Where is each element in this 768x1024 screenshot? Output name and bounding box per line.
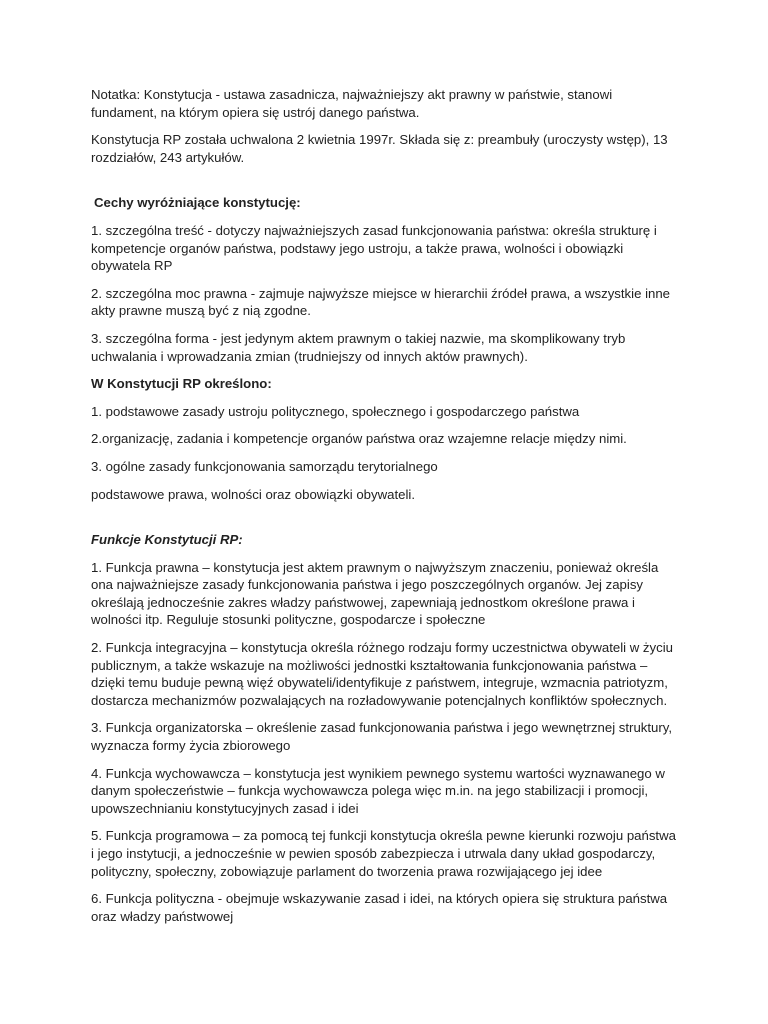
okreslono-item-1: 1. podstawowe zasady ustroju politycznego, społecznego i gospodarczego państwa <box>91 403 580 419</box>
cechy-item-1: 1. szczególna treść - dotyczy najważniejszych zasad funkcjonowania państwa: określa strukturę i kompetencje organów państwa, podstawy jego ustroju, a także prawa, wolności i obowiązki obywatela RP <box>91 222 657 274</box>
funkcje-item-1: 1. Funkcja prawna – konstytucja jest aktem prawnym o najwyższym znaczeniu, ponieważ określa ona najważniejsze zasady funkcjonowania państwa i jego poszczególnych organów. Jej zapisy określają jednocześnie zakres władzy państwowej, zapewniają jednostkom określone prawa i wolności itp. Reguluje stosunki polityczne, gospodarcze i społeczne <box>91 559 659 628</box>
okreslono-item-3: 3. ogólne zasady funkcjonowania samorządu terytorialnego <box>91 458 438 474</box>
cechy-item-2: 2. szczególna moc prawna - zajmuje najwyższe miejsce w hierarchii źródeł prawa, a wszystkie inne akty prawne muszą być z nią zgodne. <box>91 285 671 319</box>
intro-paragraph-2: Konstytucja RP została uchwalona 2 kwietnia 1997r. Składa się z: preambuły (uroczysty wstęp), 13 rozdziałów, 243 artykułów. <box>91 132 668 165</box>
funkcje-item-6: 6. Funkcja polityczna - obejmuje wskazywanie zasad i idei, na których opiera się struktura państwa oraz władzy państwowej <box>91 891 668 924</box>
cechy-heading: Cechy wyróżniające konstytucję: <box>94 195 301 211</box>
funkcje-item-2: 2. Funkcja integracyjna – konstytucja określa różnego rodzaju formy uczestnictwa obywateli w życiu publicznym, a także wskazuje na możliwości jednostki kształtowania funkcjonowania państwa – dzięki temu buduje pewną więź obywateli/identyfikuje z państwem, integruje, wzmacnia patriotyzm, dostarcza mechanizmów pozwalających na rozładowywanie potencjalnych konfliktów społecznych. <box>91 640 673 708</box>
okreslono-heading: W Konstytucji RP określono: <box>91 376 272 392</box>
funkcje-item-5: 5. Funkcja programowa – za pomocą tej funkcji konstytucja określa pewne kierunki rozwoju państwa i jego instytucji, a jednocześnie w pewien sposób zabezpiecza i utrwala dany układ gospodarczy, polityczny, społeczny, zobowiązuje parlament do tworzenia prawa rozwijającego jej idee <box>91 828 676 879</box>
cechy-item-3: 3. szczególna forma - jest jedynym aktem prawnym o takiej nazwie, ma skomplikowany tryb uchwalania i wprowadzania zmian (trudniejszy od innych aktów prawnych). <box>91 330 626 364</box>
funkcje-item-4: 4. Funkcja wychowawcza – konstytucja jest wynikiem pewnego systemu wartości wyznawanego w danym społeczeństwie – funkcja wychowawcza polega więc m.in. na jego stabilizacji i promocji, upowszechnianiu konstytucyjnych zasad i idei <box>91 765 665 816</box>
document-body <box>91 86 681 935</box>
funkcje-item-3: 3. Funkcja organizatorska – określenie zasad funkcjonowania państwa i jego wewnętrznej struktury, wyznacza formy życia zbiorowego <box>91 720 673 754</box>
okreslono-item-4: podstawowe prawa, wolności oraz obowiązki obywateli. <box>91 486 415 502</box>
funkcje-heading: Funkcje Konstytucji RP: <box>91 532 243 548</box>
intro-paragraph-1: Notatka: Konstytucja - ustawa zasadnicza, najważniejszy akt prawny w państwie, stanowi fundament, na którym opiera się ustrój danego państwa. <box>91 87 613 120</box>
okreslono-item-2: 2.organizację, zadania i kompetencje organów państwa oraz wzajemne relacje między nimi. <box>91 431 627 447</box>
